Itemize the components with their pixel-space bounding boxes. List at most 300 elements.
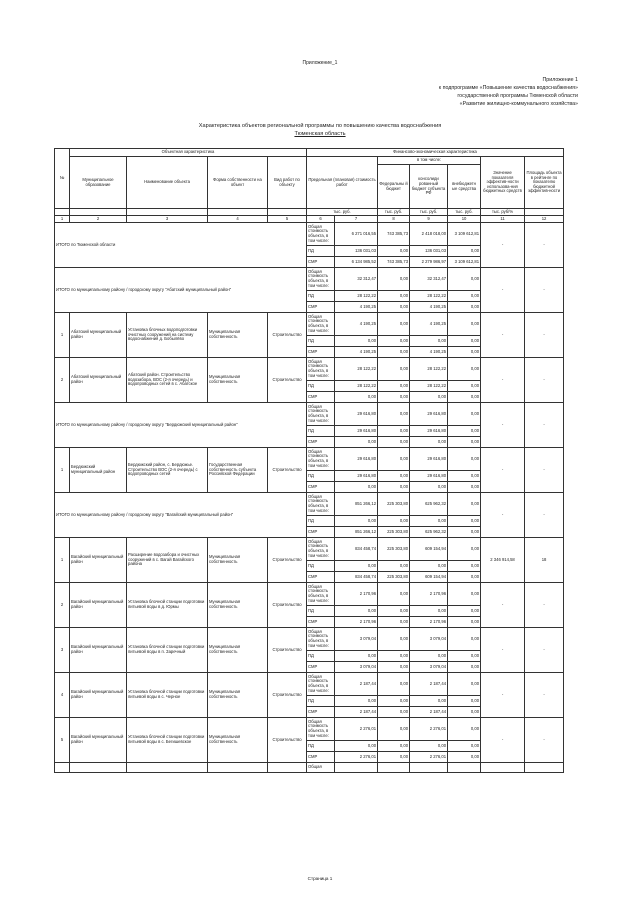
amount-cell: 0,00 — [448, 696, 481, 707]
total-row — [55, 223, 564, 246]
unit-extrabudget: тыс. руб. — [448, 209, 481, 216]
amount-cell: 136 031,03 — [410, 246, 448, 257]
amount-cell: 0,00 — [378, 291, 410, 302]
amount-cell: 0,00 — [448, 583, 481, 606]
amount-cell: 29 616,80 — [410, 448, 448, 471]
amount-cell: 4 190,25 — [410, 302, 448, 313]
amount-cell: 0,00 — [410, 336, 448, 347]
amount-cell: 0,00 — [448, 268, 481, 291]
cost-type-label: Общая стоимость объекта, в том числе: — [307, 673, 335, 696]
rank-cell: - — [525, 583, 564, 628]
appendix-line-2: к подпрограмме «Повышение качества водоснабжения» — [438, 85, 578, 91]
amount-cell: 0,00 — [335, 392, 378, 403]
amount-cell: 0,00 — [378, 662, 410, 673]
amount-cell: 0,00 — [378, 606, 410, 617]
amount-cell: 0,00 — [448, 606, 481, 617]
amount-cell: 0,00 — [335, 516, 378, 527]
section-title: ИТОГО по муниципальному району / городскому округу "Абатский муниципальный район" — [55, 268, 307, 313]
amount-cell: 4 190,25 — [410, 347, 448, 358]
amount-cell: 0,00 — [448, 291, 481, 302]
amount-cell: 2 187,44 — [410, 707, 448, 718]
col-number: 3 — [127, 216, 208, 223]
amount-cell: 0,00 — [448, 718, 481, 741]
amount-cell: 0,00 — [410, 392, 448, 403]
object-number: 2 — [55, 358, 70, 403]
object-municipality: Вагайский муниципальный район — [70, 673, 127, 718]
amount-cell: 0,00 — [410, 741, 448, 752]
amount-cell: 0,00 — [335, 437, 378, 448]
cost-type-label: СМР — [307, 527, 335, 538]
amount-cell: 0,00 — [378, 437, 410, 448]
amount-cell: 0,00 — [335, 651, 378, 662]
amount-cell: 0,00 — [335, 606, 378, 617]
object-name: Расширение водозабора и очистных сооружений в с. Вагай Вагайского района — [127, 538, 208, 583]
amount-cell: 0,00 — [410, 516, 448, 527]
amount-cell: 2 418 018,00 — [410, 223, 448, 246]
cost-type-label: Общая стоимость объекта, в том числе: — [307, 718, 335, 741]
amount-cell: 28 122,22 — [335, 358, 378, 381]
amount-cell: 0,00 — [378, 268, 410, 291]
object-municipality: Вагайский муниципальный район — [70, 628, 127, 673]
empty-cell — [410, 763, 448, 773]
indicator-cell: - — [481, 448, 525, 493]
object-municipality: Абатский муниципальный район — [70, 313, 127, 358]
amount-cell: 2 187,44 — [335, 673, 378, 696]
indicator-cell: - — [481, 223, 525, 268]
empty-cell — [378, 763, 410, 773]
header-indicator: Значение показателя эффектив-ности использова-ния бюджетных средств — [481, 157, 525, 209]
amount-cell: 225 303,80 — [378, 493, 410, 516]
cost-type-label: СМР — [307, 662, 335, 673]
amount-cell: 29 616,80 — [410, 403, 448, 426]
cost-type-label: Общая стоимость объекта, в том числе: — [307, 403, 335, 426]
header-no: № — [55, 149, 70, 209]
header-object-name: Наименование объекта — [127, 157, 208, 209]
amount-cell: 0,00 — [448, 572, 481, 583]
indicator-cell: - — [481, 403, 525, 448]
unit-indicator: тыс. руб/% — [481, 209, 525, 216]
cost-type-label: ПД — [307, 561, 335, 572]
object-row — [55, 628, 564, 651]
object-row — [55, 583, 564, 606]
object-row — [55, 448, 564, 471]
partial-row — [55, 763, 564, 773]
amount-cell: 0,00 — [448, 471, 481, 482]
col-number: 4 — [208, 216, 268, 223]
cost-type-label: СМР — [307, 347, 335, 358]
rank-cell: - — [525, 223, 564, 268]
amount-cell: 32 312,47 — [335, 268, 378, 291]
indicator-cell: - — [481, 493, 525, 538]
object-row — [55, 718, 564, 741]
amount-cell: 2 170,96 — [335, 617, 378, 628]
amount-cell: 0,00 — [378, 583, 410, 606]
appendix-line-3: государственной программы Тюменской области — [457, 93, 578, 99]
amount-cell: 0,00 — [378, 381, 410, 392]
amount-cell: 0,00 — [448, 527, 481, 538]
header-extrabudget: внебюджетн ые средства — [448, 165, 481, 209]
object-ownership: Муниципальная собственность — [208, 718, 268, 763]
document-title — [0, 122, 640, 138]
amount-cell: 2 170,96 — [410, 617, 448, 628]
column-numbers-row — [55, 216, 564, 223]
amount-cell: 0,00 — [448, 392, 481, 403]
amount-cell: 0,00 — [378, 403, 410, 426]
amount-cell: 0,00 — [378, 392, 410, 403]
rank-cell: - — [525, 673, 564, 718]
amount-cell: 0,00 — [448, 448, 481, 471]
object-number: 3 — [55, 628, 70, 673]
amount-cell: 0,00 — [378, 651, 410, 662]
amount-cell: 4 190,25 — [335, 313, 378, 336]
header-incl: в том числе: — [378, 157, 481, 165]
amount-cell: 0,00 — [448, 302, 481, 313]
header-consolidated: консолиди рованный бюджет субъекта РФ — [410, 165, 448, 209]
total-row — [55, 403, 564, 426]
section-title: ИТОГО по Тюменской области — [55, 223, 307, 268]
page-footer: Страница 1 — [307, 876, 333, 881]
amount-cell: 0,00 — [378, 347, 410, 358]
amount-cell: 0,00 — [335, 336, 378, 347]
document-top-label: Приложение_1 — [302, 60, 338, 66]
cost-type-label: ПД — [307, 471, 335, 482]
amount-cell: 743 385,73 — [378, 223, 410, 246]
amount-cell: 28 122,22 — [335, 381, 378, 392]
amount-cell: 0,00 — [448, 707, 481, 718]
section-title: ИТОГО по муниципальному району / городскому округу "Бердюжский муниципальный район" — [55, 403, 307, 448]
amount-cell: 0,00 — [378, 741, 410, 752]
col-number: 8 — [378, 216, 410, 223]
amount-cell: 28 122,22 — [410, 358, 448, 381]
amount-cell: 29 616,80 — [335, 426, 378, 437]
rank-cell: - — [525, 313, 564, 358]
object-name: Бердюжский район, с. Бердюжье. Строительство ВОС (2-я очередь) с водопроводных сетей — [127, 448, 208, 493]
cost-type-label: СМР — [307, 752, 335, 763]
empty-cell — [448, 763, 481, 773]
amount-cell: 834 458,74 — [335, 572, 378, 583]
col-number: 6 — [307, 216, 335, 223]
object-ownership: Муниципальная собственность — [208, 358, 268, 403]
amount-cell: 225 303,80 — [378, 572, 410, 583]
object-municipality: Вагайский муниципальный район — [70, 538, 127, 583]
amount-cell: 2 170,96 — [410, 583, 448, 606]
object-ownership: Муниципальная собственность — [208, 673, 268, 718]
empty-cell — [55, 763, 70, 773]
amount-cell: 0,00 — [378, 336, 410, 347]
header-cost: Предельная (плановая) стоимость работ — [307, 157, 378, 209]
amount-cell: 0,00 — [448, 493, 481, 516]
cost-type-label: Общая стоимость объекта, в том числе: — [307, 268, 335, 291]
indicator-cell: - — [481, 583, 525, 628]
object-work-type: Строительство — [268, 583, 307, 628]
col-number: 11 — [481, 216, 525, 223]
amount-cell: 0,00 — [378, 696, 410, 707]
amount-cell: 851 266,12 — [335, 527, 378, 538]
cost-type-label: СМР — [307, 482, 335, 493]
amount-cell: 3 079,04 — [335, 628, 378, 651]
amount-cell: 32 312,47 — [410, 268, 448, 291]
amount-cell: 6 271 016,55 — [335, 223, 378, 246]
amount-cell: 0,00 — [448, 741, 481, 752]
cost-type-label: СМР — [307, 302, 335, 313]
amount-cell: 0,00 — [378, 302, 410, 313]
amount-cell: 0,00 — [378, 561, 410, 572]
empty-cell — [208, 763, 268, 773]
amount-cell: 851 266,12 — [335, 493, 378, 516]
amount-cell: 743 385,73 — [378, 257, 410, 268]
rank-cell: - — [525, 493, 564, 538]
object-municipality: Вагайский муниципальный район — [70, 718, 127, 763]
indicator-cell: - — [481, 673, 525, 718]
rank-cell: - — [525, 628, 564, 673]
object-work-type: Строительство — [268, 628, 307, 673]
amount-cell: 2 276,01 — [410, 752, 448, 763]
cost-type-label: ПД — [307, 246, 335, 257]
amount-cell: 0,00 — [448, 437, 481, 448]
cost-type-label: ПД — [307, 426, 335, 437]
header-federal: Федеральны й бюджет — [378, 165, 410, 209]
amount-cell: 2 187,44 — [335, 707, 378, 718]
amount-cell: 2 279 986,97 — [410, 257, 448, 268]
amount-cell: 0,00 — [378, 628, 410, 651]
col-number: 5 — [268, 216, 307, 223]
amount-cell: 0,00 — [378, 246, 410, 257]
cost-type-label: ПД — [307, 336, 335, 347]
object-name: Установка блочной станции подготовки питьевой воды в с. Бегишевское — [127, 718, 208, 763]
objects-table — [54, 148, 564, 773]
cost-type-label: СМР — [307, 392, 335, 403]
cost-type-label: ПД — [307, 651, 335, 662]
rank-cell: 18 — [525, 538, 564, 583]
amount-cell: 609 154,94 — [410, 538, 448, 561]
amount-cell: 3 079,04 — [410, 628, 448, 651]
object-row — [55, 313, 564, 336]
appendix-line-1: Приложение 1 — [542, 77, 578, 83]
object-ownership: Муниципальная собственность — [208, 538, 268, 583]
amount-cell: 0,00 — [448, 628, 481, 651]
cost-type-label: Общая стоимость объекта, в том числе: — [307, 628, 335, 651]
object-work-type: Строительство — [268, 673, 307, 718]
cost-type-label: Общая стоимость объекта, в том числе: — [307, 538, 335, 561]
amount-cell: 225 303,80 — [378, 527, 410, 538]
cost-type-label: ПД — [307, 606, 335, 617]
object-name: Установка блочной станции подготовки питьевой воды в п. Заречный — [127, 628, 208, 673]
header-object-group: Объектная характеристика — [70, 149, 307, 157]
amount-cell: 29 616,80 — [335, 471, 378, 482]
rank-cell: - — [525, 718, 564, 763]
amount-cell: 0,00 — [335, 741, 378, 752]
object-municipality: Вагайский муниципальный район — [70, 583, 127, 628]
amount-cell: 0,00 — [448, 538, 481, 561]
amount-cell: 2 276,01 — [335, 752, 378, 763]
col-number: 12 — [525, 216, 564, 223]
col-number: 2 — [70, 216, 127, 223]
amount-cell: 3 109 612,81 — [448, 223, 481, 246]
amount-cell: 0,00 — [410, 561, 448, 572]
amount-cell: 0,00 — [378, 448, 410, 471]
object-row — [55, 673, 564, 696]
amount-cell: 28 122,22 — [410, 291, 448, 302]
indicator-cell: - — [481, 718, 525, 763]
unit-federal: тыс. руб. — [378, 209, 410, 216]
amount-cell: 0,00 — [410, 651, 448, 662]
amount-cell: 29 616,80 — [410, 471, 448, 482]
amount-cell: 609 154,94 — [410, 572, 448, 583]
amount-cell: 0,00 — [448, 662, 481, 673]
object-municipality: Бердюжский муниципальный район — [70, 448, 127, 493]
object-name: Абатский район. Строительство водозабора, ВОС (2-я очередь) и водопроводных сетей в с. Абатское — [127, 358, 208, 403]
cost-type-label: СМР — [307, 617, 335, 628]
empty-cell — [525, 763, 564, 773]
amount-cell: 0,00 — [410, 606, 448, 617]
col-number: 10 — [448, 216, 481, 223]
amount-cell: 0,00 — [378, 358, 410, 381]
title-text: Характеристика объектов региональной программы по повышению качества водоснабжения — [198, 123, 442, 129]
object-ownership: Муниципальная собственность — [208, 583, 268, 628]
object-work-type: Строительство — [268, 718, 307, 763]
empty-cell — [70, 763, 127, 773]
amount-cell: 0,00 — [448, 358, 481, 381]
amount-cell: 0,00 — [448, 336, 481, 347]
amount-cell: 834 458,74 — [335, 538, 378, 561]
object-number: 5 — [55, 718, 70, 763]
indicator-cell: - — [481, 628, 525, 673]
amount-cell: 0,00 — [335, 482, 378, 493]
total-row — [55, 268, 564, 291]
cost-type-label: ПД — [307, 741, 335, 752]
amount-cell: 0,00 — [410, 482, 448, 493]
amount-cell: 4 190,25 — [410, 313, 448, 336]
cost-type-label: СМР — [307, 572, 335, 583]
cost-type-label: СМР — [307, 437, 335, 448]
amount-cell: 0,00 — [448, 381, 481, 392]
empty-cell — [127, 763, 208, 773]
indicator-cell: - — [481, 268, 525, 313]
indicator-cell: - — [481, 358, 525, 403]
col-number: 7 — [335, 216, 378, 223]
amount-cell: 0,00 — [378, 617, 410, 628]
amount-cell: 0,00 — [378, 707, 410, 718]
object-name: Установка блочной станции подготовки питьевой воды в д. Юрмы — [127, 583, 208, 628]
amount-cell: 2 187,44 — [410, 673, 448, 696]
empty-cell — [335, 763, 378, 773]
cost-type-label: ПД — [307, 516, 335, 527]
header-work-type: Вид работ по объекту — [268, 157, 307, 209]
object-name: Установка блочных водоподготовки очистных сооружений на систему водоснабжения д. Бобылёво — [127, 313, 208, 358]
object-work-type: Строительство — [268, 358, 307, 403]
empty-cell — [268, 763, 307, 773]
object-work-type: Строительство — [268, 313, 307, 358]
header-municipality: Муниципальное образование — [70, 157, 127, 209]
section-title: ИТОГО по муниципальному району / городскому округу "Вагайский муниципальный район" — [55, 493, 307, 538]
amount-cell: 3 079,04 — [410, 662, 448, 673]
amount-cell: 29 616,80 — [335, 403, 378, 426]
object-number: 1 — [55, 538, 70, 583]
amount-cell: 0,00 — [448, 482, 481, 493]
amount-cell: 0,00 — [378, 673, 410, 696]
object-municipality: Абатский муниципальный район — [70, 358, 127, 403]
amount-cell: 6 134 985,52 — [335, 257, 378, 268]
cost-type-label: Общая стоимость объекта, в том числе: — [307, 313, 335, 336]
cost-type-label: ПД — [307, 696, 335, 707]
unit-cost: тыс. руб. — [307, 209, 378, 216]
amount-cell: 28 122,22 — [335, 291, 378, 302]
amount-cell: 3 109 612,81 — [448, 257, 481, 268]
amount-cell: 2 170,96 — [335, 583, 378, 606]
rank-cell: - — [525, 403, 564, 448]
amount-cell: 0,00 — [410, 696, 448, 707]
amount-cell: 0,00 — [378, 482, 410, 493]
amount-cell: 0,00 — [448, 617, 481, 628]
amount-cell: 625 962,32 — [410, 493, 448, 516]
indicator-cell: - — [481, 313, 525, 358]
col-number: 1 — [55, 216, 70, 223]
amount-cell: 0,00 — [378, 313, 410, 336]
amount-cell: 0,00 — [410, 437, 448, 448]
cost-type-label: СМР — [307, 707, 335, 718]
header-ownership: Форма собственности на объект — [208, 157, 268, 209]
indicator-cell: 2 346 914,58 — [481, 538, 525, 583]
amount-cell: 3 079,04 — [335, 662, 378, 673]
cost-type-label: Общая стоимость объекта, в том числе: — [307, 583, 335, 606]
header-finance-group: Финансово-экономическая характеристика — [307, 149, 564, 157]
object-work-type: Строительство — [268, 538, 307, 583]
object-row — [55, 538, 564, 561]
cost-type-label: Общая стоимость объекта, в том числе: — [307, 493, 335, 516]
rank-cell: - — [525, 448, 564, 493]
object-ownership: Муниципальная собственность — [208, 313, 268, 358]
amount-cell: 2 276,01 — [410, 718, 448, 741]
amount-cell: 0,00 — [448, 403, 481, 426]
object-ownership: Муниципальная собственность — [208, 628, 268, 673]
col-number: 9 — [410, 216, 448, 223]
amount-cell: 0,00 — [335, 561, 378, 572]
amount-cell: 0,00 — [448, 673, 481, 696]
object-number: 2 — [55, 583, 70, 628]
empty-cell — [481, 763, 525, 773]
appendix-line-4: «Развитие жилищно-коммунального хозяйства» — [459, 101, 578, 107]
amount-cell: 0,00 — [378, 426, 410, 437]
amount-cell: 0,00 — [448, 347, 481, 358]
amount-cell: 136 031,03 — [335, 246, 378, 257]
cost-type-label: Общая — [307, 763, 335, 773]
object-number: 4 — [55, 673, 70, 718]
unit-consolidated: тыс. руб. — [410, 209, 448, 216]
title-region: Тюменская область — [294, 131, 346, 137]
amount-cell: 0,00 — [378, 471, 410, 482]
amount-cell: 2 276,01 — [335, 718, 378, 741]
amount-cell: 28 122,22 — [410, 381, 448, 392]
amount-cell: 225 303,80 — [378, 538, 410, 561]
amount-cell: 0,00 — [335, 696, 378, 707]
amount-cell: 0,00 — [378, 516, 410, 527]
amount-cell: 4 190,25 — [335, 302, 378, 313]
amount-cell: 0,00 — [448, 651, 481, 662]
amount-cell: 0,00 — [378, 752, 410, 763]
object-work-type: Строительство — [268, 448, 307, 493]
total-row — [55, 493, 564, 516]
rank-cell: - — [525, 268, 564, 313]
object-number: 1 — [55, 448, 70, 493]
cost-type-label: Общая стоимость объекта, в том числе: — [307, 448, 335, 471]
header-rank: Площадь объекта в рейтинге по показателю бюджетной эффектив-ности — [525, 157, 564, 209]
amount-cell: 29 616,80 — [335, 448, 378, 471]
object-row — [55, 358, 564, 381]
cost-type-label: ПД — [307, 381, 335, 392]
amount-cell: 0,00 — [448, 516, 481, 527]
object-number: 1 — [55, 313, 70, 358]
amount-cell: 0,00 — [448, 313, 481, 336]
